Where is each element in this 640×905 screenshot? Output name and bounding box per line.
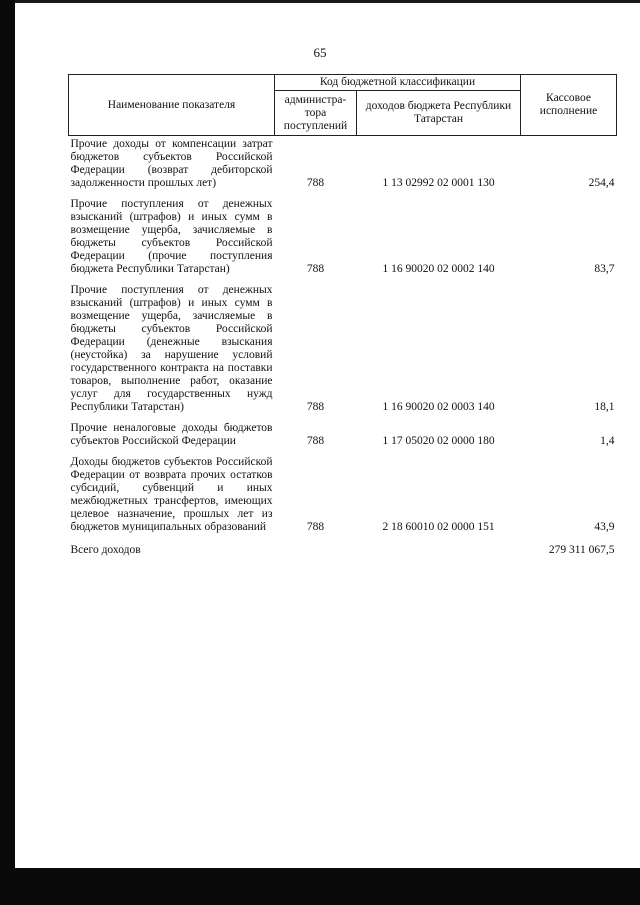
scan-border-top [15,0,640,3]
header-cash-execution: Кассовое исполнение [521,75,617,136]
row-name: Прочие неналоговые доходы бюджетов субъектов Российской Федерации [70,422,273,447]
budget-income-table [68,74,617,563]
header-name: Наименование показателя [69,75,275,136]
table-row [69,282,617,420]
total-code-empty [357,540,521,563]
row-name: Доходы бюджетов субъектов Российской Федерации от возврата прочих остатков субсидий, субвенций и иных межбюджетных трансфертов, имеющих целевое назначение, прошлых лет из бюджетов муниципальных образований [70,456,273,533]
row-code: 1 17 05020 02 0000 180 [382,435,495,447]
total-label: Всего доходов [70,544,141,556]
row-admin: 788 [306,401,325,413]
row-admin: 788 [306,263,325,275]
row-admin: 788 [306,177,325,189]
row-amount: 1,4 [600,435,615,447]
total-row [69,540,617,563]
row-code: 1 16 90020 02 0002 140 [382,263,495,275]
table-row [69,454,617,540]
row-amount: 43,9 [594,521,615,533]
row-amount: 254,4 [588,177,615,189]
row-code: 1 13 02992 02 0001 130 [382,177,495,189]
row-name: Прочие поступления от денежных взысканий (штрафов) и иных сумм в возмещение ущерба, зачисляемые в бюджеты субъектов Российской Федерации (прочие поступления бюджета Республики Татарстан) [70,198,273,275]
header-admin: администра-тора поступлений [275,91,357,136]
row-amount: 18,1 [594,401,615,413]
scan-border-bottom [0,868,640,905]
row-admin: 788 [306,521,325,533]
table-row [69,196,617,282]
row-name: Прочие поступления от денежных взысканий (штрафов) и иных сумм в возмещение ущерба, зачисляемые в бюджеты субъектов Российской Федерации (денежные взыскания (неустойка) за нарушение условий государственного контракта на поставки товаров, выполнение работ, оказание услуг для государственных нужд Республики Татарстан) [70,284,273,413]
total-admin-empty [275,540,357,563]
row-amount: 83,7 [594,263,615,275]
header-income-code: доходов бюджета Республики Татарстан [357,91,521,136]
page-number: 65 [313,45,327,60]
total-amount: 279 311 067,5 [548,544,615,556]
row-name: Прочие доходы от компенсации затрат бюджетов субъектов Российской Федерации (возврат дебиторской задолженности прошлых лет) [70,138,273,189]
row-code: 2 18 60010 02 0000 151 [382,521,495,533]
table-row [69,420,617,454]
row-admin: 788 [306,435,325,447]
scan-border-left [0,0,15,905]
row-code: 1 16 90020 02 0003 140 [382,401,495,413]
table-row [69,136,617,197]
header-code-group: Код бюджетной классификации [275,75,521,91]
